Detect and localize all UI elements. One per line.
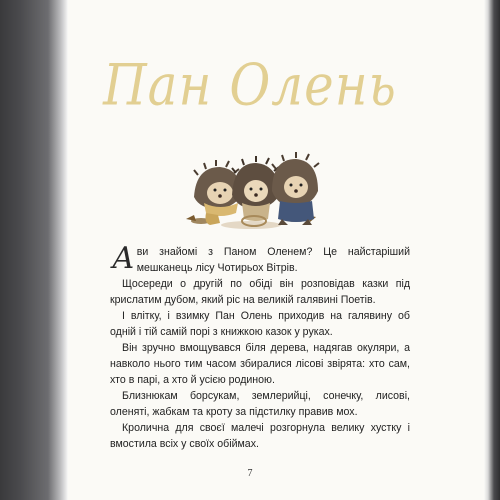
paragraph-6: Кролична для своєї малечі розгорнула велику хустку і вмостила всіх у своїх обіймах. — [110, 422, 410, 450]
paragraph-2: Щосереди о другій по обіді він розповідав казки під крислатим дубом, який ріс на великій галявині Поетів. — [110, 278, 410, 306]
paragraph-3: І влітку, і взимку Пан Олень приходив на галявину об одній і тій самій порі з книжкою казок у руках. — [110, 310, 410, 338]
hedgehogs-illustration — [176, 145, 326, 235]
drop-cap: А — [112, 241, 135, 276]
page-number: 7 — [247, 468, 253, 479]
page-right-edge — [484, 0, 500, 500]
paragraph-1: А ви знайомі з Паном Оленем? Це найстаріший мешканець лісу Чотирьох Вітрів. — [112, 241, 410, 276]
hedgehog-right-icon — [272, 152, 319, 225]
book-gutter — [0, 0, 68, 500]
paragraph-5: Близнюкам борсукам, землерийці, сонечку, лисові, оленяті, жабкам та кроту за підстилку правив мох. — [110, 390, 410, 418]
chapter-title: Пан Олень — [103, 51, 397, 119]
story-text — [110, 241, 410, 452]
paragraph-4: Він зручно вмощувався біля дерева, надягав окуляри, а навколо нього тим часом збиралися лісові звірята: хто сам, хто в парі, а хто й усією родиною. — [110, 342, 410, 386]
